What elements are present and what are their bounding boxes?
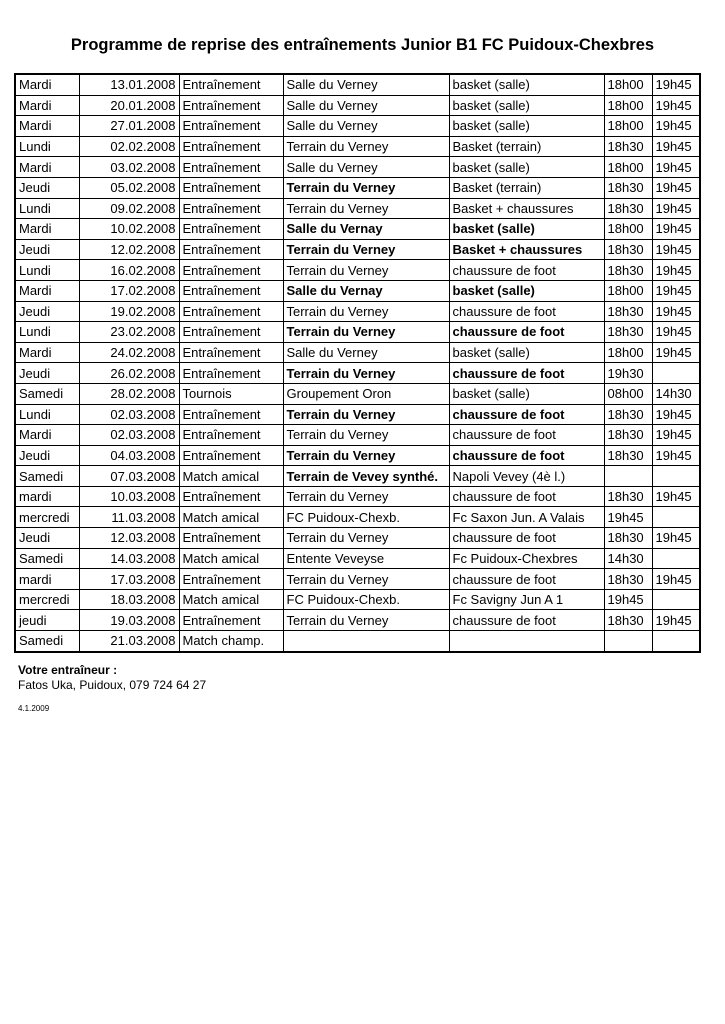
table-row bbox=[15, 260, 700, 281]
end-time-cell: 19h45 bbox=[652, 322, 700, 343]
location-cell: Terrain du Verney bbox=[283, 425, 449, 446]
activity-cell: Entraînement bbox=[179, 425, 283, 446]
day-cell: Samedi bbox=[15, 383, 79, 404]
day-cell: Mardi bbox=[15, 95, 79, 116]
end-time-cell: 19h45 bbox=[652, 528, 700, 549]
end-time-cell: 19h45 bbox=[652, 74, 700, 95]
location-cell: Terrain du Verney bbox=[283, 260, 449, 281]
activity-cell: Tournois bbox=[179, 383, 283, 404]
day-cell: mardi bbox=[15, 569, 79, 590]
date-cell: 05.02.2008 bbox=[79, 177, 179, 198]
location-cell: Terrain du Verney bbox=[283, 198, 449, 219]
equipment-cell: Fc Saxon Jun. A Valais bbox=[449, 507, 604, 528]
date-cell: 10.02.2008 bbox=[79, 219, 179, 240]
start-time-cell: 18h00 bbox=[604, 219, 652, 240]
day-cell: Jeudi bbox=[15, 301, 79, 322]
end-time-cell bbox=[652, 363, 700, 384]
table-row bbox=[15, 136, 700, 157]
table-row bbox=[15, 198, 700, 219]
equipment-cell bbox=[449, 631, 604, 652]
activity-cell: Entraînement bbox=[179, 74, 283, 95]
activity-cell: Entraînement bbox=[179, 177, 283, 198]
day-cell: Mardi bbox=[15, 280, 79, 301]
equipment-cell: chaussure de foot bbox=[449, 404, 604, 425]
location-cell: Terrain du Verney bbox=[283, 301, 449, 322]
date-cell: 12.02.2008 bbox=[79, 239, 179, 260]
equipment-cell: chaussure de foot bbox=[449, 610, 604, 631]
activity-cell: Entraînement bbox=[179, 95, 283, 116]
location-cell: Salle du Verney bbox=[283, 342, 449, 363]
end-time-cell: 19h45 bbox=[652, 404, 700, 425]
table-row bbox=[15, 363, 700, 384]
activity-cell: Match amical bbox=[179, 466, 283, 487]
date-cell: 14.03.2008 bbox=[79, 548, 179, 569]
end-time-cell: 14h30 bbox=[652, 383, 700, 404]
end-time-cell: 19h45 bbox=[652, 280, 700, 301]
location-cell: Salle du Verney bbox=[283, 74, 449, 95]
activity-cell: Entraînement bbox=[179, 301, 283, 322]
end-time-cell: 19h45 bbox=[652, 116, 700, 137]
location-cell: Salle du Verney bbox=[283, 95, 449, 116]
date-cell: 28.02.2008 bbox=[79, 383, 179, 404]
activity-cell: Match amical bbox=[179, 548, 283, 569]
equipment-cell: chaussure de foot bbox=[449, 301, 604, 322]
location-cell: FC Puidoux-Chexb. bbox=[283, 589, 449, 610]
document-date: 4.1.2009 bbox=[18, 704, 50, 713]
activity-cell: Entraînement bbox=[179, 219, 283, 240]
location-cell: Groupement Oron bbox=[283, 383, 449, 404]
location-cell: Terrain du Verney bbox=[283, 177, 449, 198]
start-time-cell: 18h00 bbox=[604, 342, 652, 363]
equipment-cell: basket (salle) bbox=[449, 219, 604, 240]
table-row bbox=[15, 507, 700, 528]
activity-cell: Entraînement bbox=[179, 322, 283, 343]
end-time-cell: 19h45 bbox=[652, 486, 700, 507]
date-cell: 23.02.2008 bbox=[79, 322, 179, 343]
date-cell: 13.01.2008 bbox=[79, 74, 179, 95]
table-row bbox=[15, 301, 700, 322]
end-time-cell: 19h45 bbox=[652, 569, 700, 590]
equipment-cell: chaussure de foot bbox=[449, 363, 604, 384]
date-cell: 19.02.2008 bbox=[79, 301, 179, 322]
equipment-cell: Basket (terrain) bbox=[449, 136, 604, 157]
table-row bbox=[15, 383, 700, 404]
date-cell: 19.03.2008 bbox=[79, 610, 179, 631]
start-time-cell: 08h00 bbox=[604, 383, 652, 404]
end-time-cell: 19h45 bbox=[652, 198, 700, 219]
start-time-cell bbox=[604, 631, 652, 652]
start-time-cell: 18h30 bbox=[604, 322, 652, 343]
start-time-cell bbox=[604, 466, 652, 487]
table-row bbox=[15, 116, 700, 137]
day-cell: Jeudi bbox=[15, 445, 79, 466]
start-time-cell: 18h30 bbox=[604, 239, 652, 260]
date-cell: 03.02.2008 bbox=[79, 157, 179, 178]
table-row bbox=[15, 425, 700, 446]
activity-cell: Entraînement bbox=[179, 198, 283, 219]
location-cell: Terrain du Verney bbox=[283, 610, 449, 631]
activity-cell: Entraînement bbox=[179, 486, 283, 507]
date-cell: 07.03.2008 bbox=[79, 466, 179, 487]
location-cell: FC Puidoux-Chexb. bbox=[283, 507, 449, 528]
equipment-cell: basket (salle) bbox=[449, 383, 604, 404]
date-cell: 04.03.2008 bbox=[79, 445, 179, 466]
end-time-cell bbox=[652, 507, 700, 528]
day-cell: Mardi bbox=[15, 219, 79, 240]
start-time-cell: 18h30 bbox=[604, 445, 652, 466]
day-cell: Lundi bbox=[15, 136, 79, 157]
end-time-cell: 19h45 bbox=[652, 425, 700, 446]
date-cell: 18.03.2008 bbox=[79, 589, 179, 610]
end-time-cell: 19h45 bbox=[652, 219, 700, 240]
start-time-cell: 18h30 bbox=[604, 486, 652, 507]
location-cell: Terrain du Verney bbox=[283, 528, 449, 549]
equipment-cell: basket (salle) bbox=[449, 95, 604, 116]
equipment-cell: chaussure de foot bbox=[449, 486, 604, 507]
equipment-cell: chaussure de foot bbox=[449, 322, 604, 343]
start-time-cell: 18h00 bbox=[604, 157, 652, 178]
day-cell: Jeudi bbox=[15, 239, 79, 260]
day-cell: Samedi bbox=[15, 548, 79, 569]
location-cell: Salle du Verney bbox=[283, 157, 449, 178]
activity-cell: Entraînement bbox=[179, 363, 283, 384]
start-time-cell: 19h45 bbox=[604, 507, 652, 528]
date-cell: 11.03.2008 bbox=[79, 507, 179, 528]
end-time-cell: 19h45 bbox=[652, 157, 700, 178]
start-time-cell: 18h00 bbox=[604, 95, 652, 116]
day-cell: Lundi bbox=[15, 198, 79, 219]
equipment-cell: Basket (terrain) bbox=[449, 177, 604, 198]
location-cell: Entente Veveyse bbox=[283, 548, 449, 569]
end-time-cell bbox=[652, 631, 700, 652]
end-time-cell: 19h45 bbox=[652, 177, 700, 198]
equipment-cell: Basket + chaussures bbox=[449, 198, 604, 219]
day-cell: mercredi bbox=[15, 507, 79, 528]
day-cell: Mardi bbox=[15, 74, 79, 95]
day-cell: Mardi bbox=[15, 157, 79, 178]
date-cell: 12.03.2008 bbox=[79, 528, 179, 549]
day-cell: Jeudi bbox=[15, 363, 79, 384]
day-cell: mercredi bbox=[15, 589, 79, 610]
end-time-cell: 19h45 bbox=[652, 445, 700, 466]
equipment-cell: basket (salle) bbox=[449, 157, 604, 178]
location-cell: Terrain du Verney bbox=[283, 404, 449, 425]
end-time-cell: 19h45 bbox=[652, 260, 700, 281]
table-row bbox=[15, 177, 700, 198]
start-time-cell: 19h45 bbox=[604, 589, 652, 610]
page-title: Programme de reprise des entraînements Junior B1 FC Puidoux-Chexbres bbox=[70, 36, 655, 54]
table-row bbox=[15, 445, 700, 466]
equipment-cell: basket (salle) bbox=[449, 342, 604, 363]
equipment-cell: basket (salle) bbox=[449, 116, 604, 137]
table-row bbox=[15, 219, 700, 240]
table-row bbox=[15, 322, 700, 343]
table-row bbox=[15, 239, 700, 260]
equipment-cell: chaussure de foot bbox=[449, 260, 604, 281]
start-time-cell: 18h30 bbox=[604, 177, 652, 198]
end-time-cell: 19h45 bbox=[652, 342, 700, 363]
location-cell: Terrain du Verney bbox=[283, 136, 449, 157]
table-row bbox=[15, 342, 700, 363]
activity-cell: Entraînement bbox=[179, 342, 283, 363]
table-row bbox=[15, 589, 700, 610]
date-cell: 21.03.2008 bbox=[79, 631, 179, 652]
day-cell: Lundi bbox=[15, 404, 79, 425]
date-cell: 26.02.2008 bbox=[79, 363, 179, 384]
activity-cell: Entraînement bbox=[179, 280, 283, 301]
activity-cell: Entraînement bbox=[179, 260, 283, 281]
date-cell: 02.03.2008 bbox=[79, 404, 179, 425]
start-time-cell: 18h30 bbox=[604, 610, 652, 631]
start-time-cell: 19h30 bbox=[604, 363, 652, 384]
day-cell: Jeudi bbox=[15, 528, 79, 549]
activity-cell: Entraînement bbox=[179, 569, 283, 590]
table-row bbox=[15, 157, 700, 178]
end-time-cell: 19h45 bbox=[652, 610, 700, 631]
table-row bbox=[15, 466, 700, 487]
day-cell: Samedi bbox=[15, 631, 79, 652]
activity-cell: Match champ. bbox=[179, 631, 283, 652]
date-cell: 27.01.2008 bbox=[79, 116, 179, 137]
start-time-cell: 18h30 bbox=[604, 198, 652, 219]
date-cell: 10.03.2008 bbox=[79, 486, 179, 507]
table-row bbox=[15, 404, 700, 425]
equipment-cell: Fc Puidoux-Chexbres bbox=[449, 548, 604, 569]
start-time-cell: 18h00 bbox=[604, 116, 652, 137]
table-row bbox=[15, 548, 700, 569]
date-cell: 24.02.2008 bbox=[79, 342, 179, 363]
location-cell: Terrain du Verney bbox=[283, 445, 449, 466]
day-cell: Mardi bbox=[15, 425, 79, 446]
start-time-cell: 18h30 bbox=[604, 569, 652, 590]
location-cell: Terrain de Vevey synthé. bbox=[283, 466, 449, 487]
day-cell: jeudi bbox=[15, 610, 79, 631]
start-time-cell: 18h30 bbox=[604, 301, 652, 322]
schedule-table bbox=[14, 73, 701, 653]
equipment-cell: Basket + chaussures bbox=[449, 239, 604, 260]
end-time-cell: 19h45 bbox=[652, 95, 700, 116]
activity-cell: Entraînement bbox=[179, 116, 283, 137]
start-time-cell: 18h30 bbox=[604, 404, 652, 425]
start-time-cell: 18h30 bbox=[604, 136, 652, 157]
table-row bbox=[15, 610, 700, 631]
activity-cell: Match amical bbox=[179, 589, 283, 610]
location-cell bbox=[283, 631, 449, 652]
location-cell: Terrain du Verney bbox=[283, 569, 449, 590]
location-cell: Salle du Verney bbox=[283, 116, 449, 137]
start-time-cell: 18h00 bbox=[604, 280, 652, 301]
table-row bbox=[15, 95, 700, 116]
end-time-cell: 19h45 bbox=[652, 301, 700, 322]
equipment-cell: basket (salle) bbox=[449, 74, 604, 95]
table-row bbox=[15, 569, 700, 590]
activity-cell: Entraînement bbox=[179, 239, 283, 260]
activity-cell: Entraînement bbox=[179, 610, 283, 631]
day-cell: Samedi bbox=[15, 466, 79, 487]
location-cell: Salle du Vernay bbox=[283, 280, 449, 301]
activity-cell: Entraînement bbox=[179, 136, 283, 157]
equipment-cell: chaussure de foot bbox=[449, 425, 604, 446]
date-cell: 17.02.2008 bbox=[79, 280, 179, 301]
location-cell: Terrain du Verney bbox=[283, 486, 449, 507]
equipment-cell: chaussure de foot bbox=[449, 528, 604, 549]
location-cell: Terrain du Verney bbox=[283, 363, 449, 384]
activity-cell: Match amical bbox=[179, 507, 283, 528]
schedule-body bbox=[15, 74, 700, 652]
equipment-cell: chaussure de foot bbox=[449, 445, 604, 466]
equipment-cell: Fc Savigny Jun A 1 bbox=[449, 589, 604, 610]
equipment-cell: chaussure de foot bbox=[449, 569, 604, 590]
location-cell: Salle du Vernay bbox=[283, 219, 449, 240]
equipment-cell: Napoli Vevey (4è l.) bbox=[449, 466, 604, 487]
activity-cell: Entraînement bbox=[179, 445, 283, 466]
end-time-cell bbox=[652, 589, 700, 610]
table-row bbox=[15, 486, 700, 507]
activity-cell: Entraînement bbox=[179, 528, 283, 549]
start-time-cell: 18h30 bbox=[604, 425, 652, 446]
equipment-cell: basket (salle) bbox=[449, 280, 604, 301]
table-row bbox=[15, 528, 700, 549]
location-cell: Terrain du Verney bbox=[283, 239, 449, 260]
day-cell: Jeudi bbox=[15, 177, 79, 198]
date-cell: 09.02.2008 bbox=[79, 198, 179, 219]
day-cell: Lundi bbox=[15, 260, 79, 281]
date-cell: 02.02.2008 bbox=[79, 136, 179, 157]
coach-info: Fatos Uka, Puidoux, 079 724 64 27 bbox=[18, 678, 207, 692]
table-row bbox=[15, 74, 700, 95]
activity-cell: Entraînement bbox=[179, 404, 283, 425]
date-cell: 17.03.2008 bbox=[79, 569, 179, 590]
start-time-cell: 18h30 bbox=[604, 260, 652, 281]
end-time-cell: 19h45 bbox=[652, 136, 700, 157]
start-time-cell: 18h00 bbox=[604, 74, 652, 95]
table-row bbox=[15, 631, 700, 652]
start-time-cell: 14h30 bbox=[604, 548, 652, 569]
end-time-cell: 19h45 bbox=[652, 239, 700, 260]
location-cell: Terrain du Verney bbox=[283, 322, 449, 343]
day-cell: Mardi bbox=[15, 116, 79, 137]
start-time-cell: 18h30 bbox=[604, 528, 652, 549]
date-cell: 16.02.2008 bbox=[79, 260, 179, 281]
day-cell: Mardi bbox=[15, 342, 79, 363]
activity-cell: Entraînement bbox=[179, 157, 283, 178]
end-time-cell bbox=[652, 548, 700, 569]
coach-label: Votre entraîneur : bbox=[18, 663, 118, 677]
end-time-cell bbox=[652, 466, 700, 487]
day-cell: Lundi bbox=[15, 322, 79, 343]
date-cell: 20.01.2008 bbox=[79, 95, 179, 116]
table-row bbox=[15, 280, 700, 301]
day-cell: mardi bbox=[15, 486, 79, 507]
date-cell: 02.03.2008 bbox=[79, 425, 179, 446]
